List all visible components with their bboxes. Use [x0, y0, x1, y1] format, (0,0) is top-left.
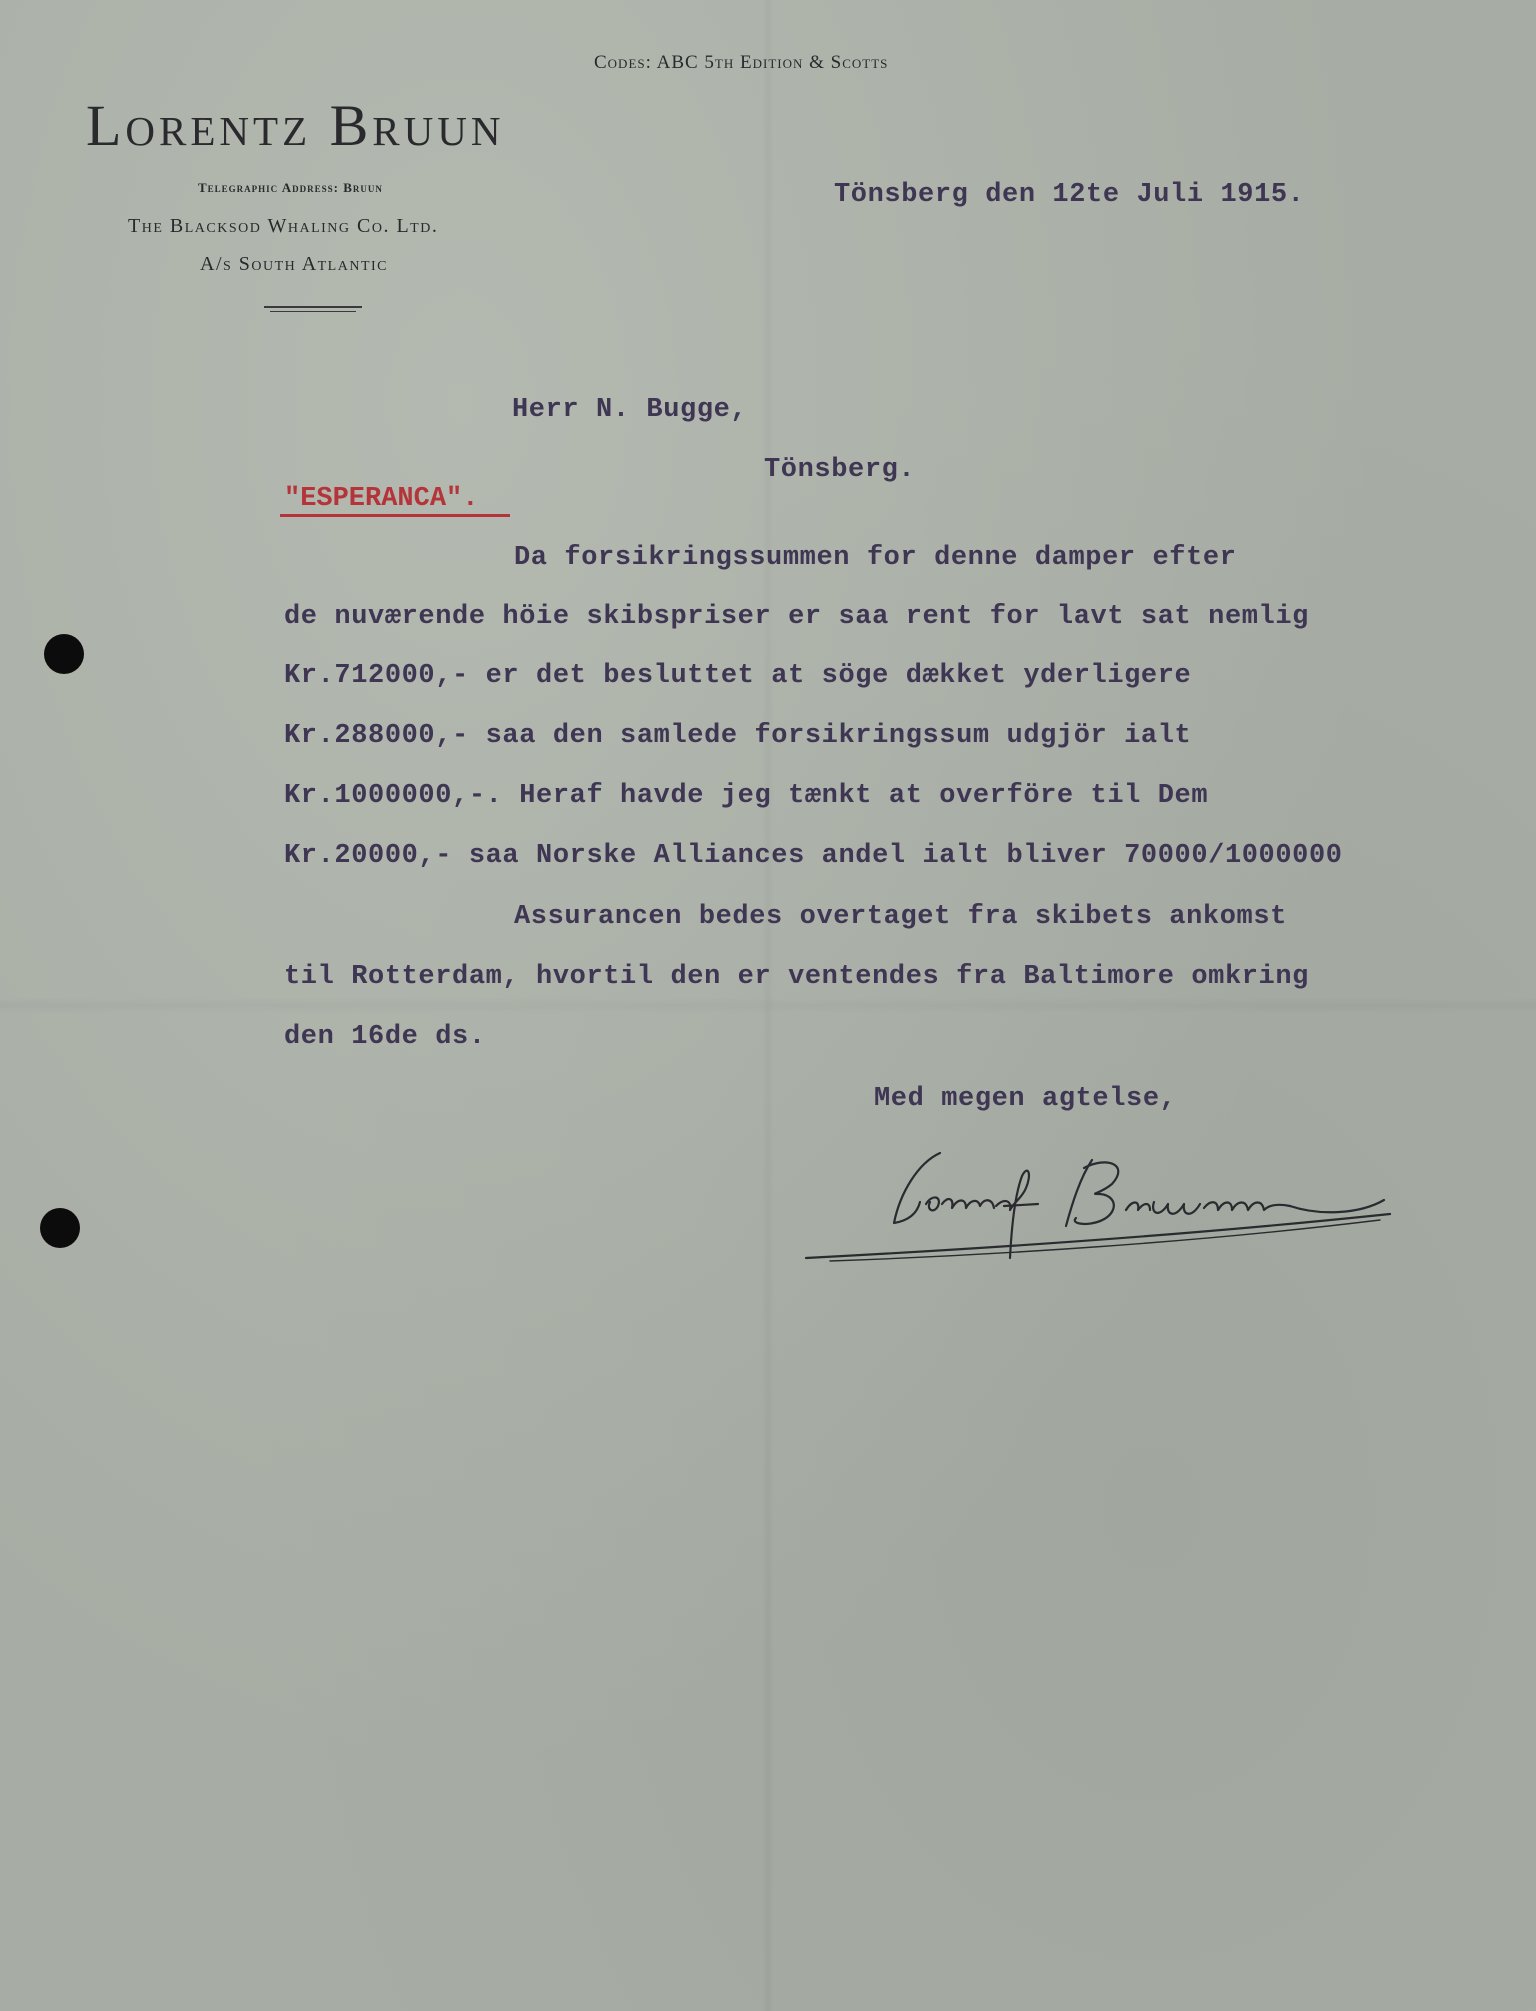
body-line: til Rotterdam, hvortil den er ventendes fra Baltimore omkring — [284, 962, 1309, 992]
closing-salutation: Med megen agtelse, — [874, 1084, 1177, 1114]
telegraphic-address: Telegraphic Address: Bruun — [198, 180, 383, 195]
body-line: den 16de ds. — [284, 1022, 486, 1052]
signature-drawing — [800, 1118, 1400, 1268]
body-line: de nuværende höie skibspriser er saa rent for lavt sat nemlig — [284, 602, 1309, 632]
letter-date: Tönsberg den 12te Juli 1915. — [834, 180, 1305, 210]
punch-hole — [40, 1208, 80, 1248]
telegraph-codes: Codes: ABC 5th Edition & Scotts — [594, 52, 889, 73]
company-line-2: A/s South Atlantic — [200, 253, 389, 275]
body-line: Da forsikringssummen for denne damper efter — [514, 543, 1237, 573]
subject-line: "ESPERANCA". — [284, 484, 479, 514]
letterhead-rule — [264, 306, 362, 308]
firm-name: Lorentz Bruun — [86, 93, 505, 158]
body-line: Kr.288000,- saa den samlede forsikringssum udgjör ialt — [284, 721, 1192, 751]
subject-underline — [280, 514, 510, 517]
signature — [800, 1118, 1400, 1273]
body-line: Kr.712000,- er det besluttet at söge dækket yderligere — [284, 661, 1192, 691]
body-line: Assurancen bedes overtaget fra skibets ankomst — [514, 902, 1287, 932]
recipient-name: Herr N. Bugge, — [512, 395, 748, 425]
company-line-1: The Blacksod Whaling Co. Ltd. — [128, 215, 439, 237]
recipient-place: Tönsberg. — [764, 455, 916, 485]
punch-hole — [44, 634, 84, 674]
letterhead-rule-thin — [270, 311, 356, 312]
body-line: Kr.1000000,-. Heraf havde jeg tænkt at overföre til Dem — [284, 781, 1209, 811]
body-line: Kr.20000,- saa Norske Alliances andel ialt bliver 70000/1000000 — [284, 841, 1343, 871]
